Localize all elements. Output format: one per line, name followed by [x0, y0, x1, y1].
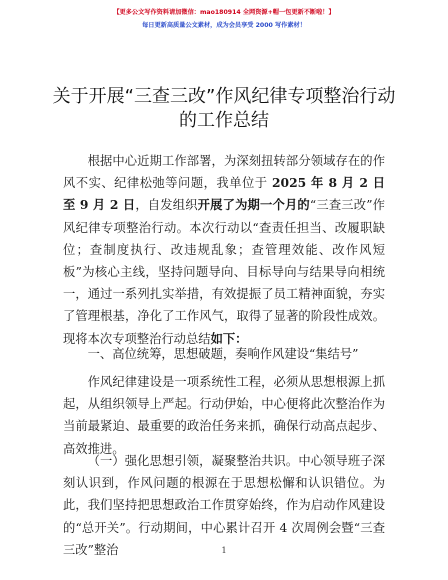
intro-text-2: ，自发组织 — [135, 198, 198, 213]
section-heading-1: 一、高位统筹，思想破题，奏响作风建设“集结号” — [87, 347, 359, 361]
promo-banner-line1: 【更多公文写作资料请加微信：mao180914 全网资源+帽一包更新不断啦！】 — [113, 9, 335, 16]
intro-campaign-name: “三查三改” — [309, 198, 373, 213]
promo-banner-line2: 每日更新高质量公文素材，成为会员享受 2000 写作素材！ — [142, 22, 306, 29]
intro-date-range: 2025 年 8 月 2 日至 9 月 2 日 — [63, 175, 385, 213]
intro-text-1: 根据中心近期工作部署，为深刻扭转部分领域存在的作风不实、纪律松弛等问题，我单位于 — [63, 154, 385, 191]
document-title-line1: 关于开展“三查三改”作风纪律专项整治行动 — [52, 86, 396, 107]
intro-text-3: 作风纪律专项整治行动。本次行动以“查责任担当、改履职缺位；查制度执行、改违规乱象；查管理效能、改作风短板”为核心主线，坚持问题导向、目标导向与结果导向相统一，通过一系列扎实举措，有效提振了员工精神面貌，夯实了管理根基，净化了工作风气，取得了显著的阶段性成效。现将本次专项整治行动总结 — [63, 198, 385, 346]
intro-paragraph — [63, 150, 385, 350]
document-title-line2: 的工作总结 — [179, 110, 269, 131]
subsection1-paragraph: （一）强化思想引领，凝聚整治共识。中心领导班子深刻认识到，作风问题的根源在于思想松懈和认识错位。为此，我们坚持把思想政治工作贯穿始终，作为启动作风建设的“总开关”。行动期间，中心累计召开 4 次周例会暨“三查三改”整治 — [63, 454, 385, 557]
intro-bold-ending: 如下： — [210, 330, 248, 346]
page-number: 1 — [221, 546, 227, 555]
section1-paragraph: 作风纪律建设是一项系统性工程，必须从思想根源上抓起，从组织领导上严起。行动伊始，中心便将此次整治作为当前最紧迫、最重要的政治任务来抓，确保行动高点起步、高效推进。 — [63, 375, 385, 456]
intro-bold-duration: 开展了为期一个月的 — [197, 197, 310, 213]
